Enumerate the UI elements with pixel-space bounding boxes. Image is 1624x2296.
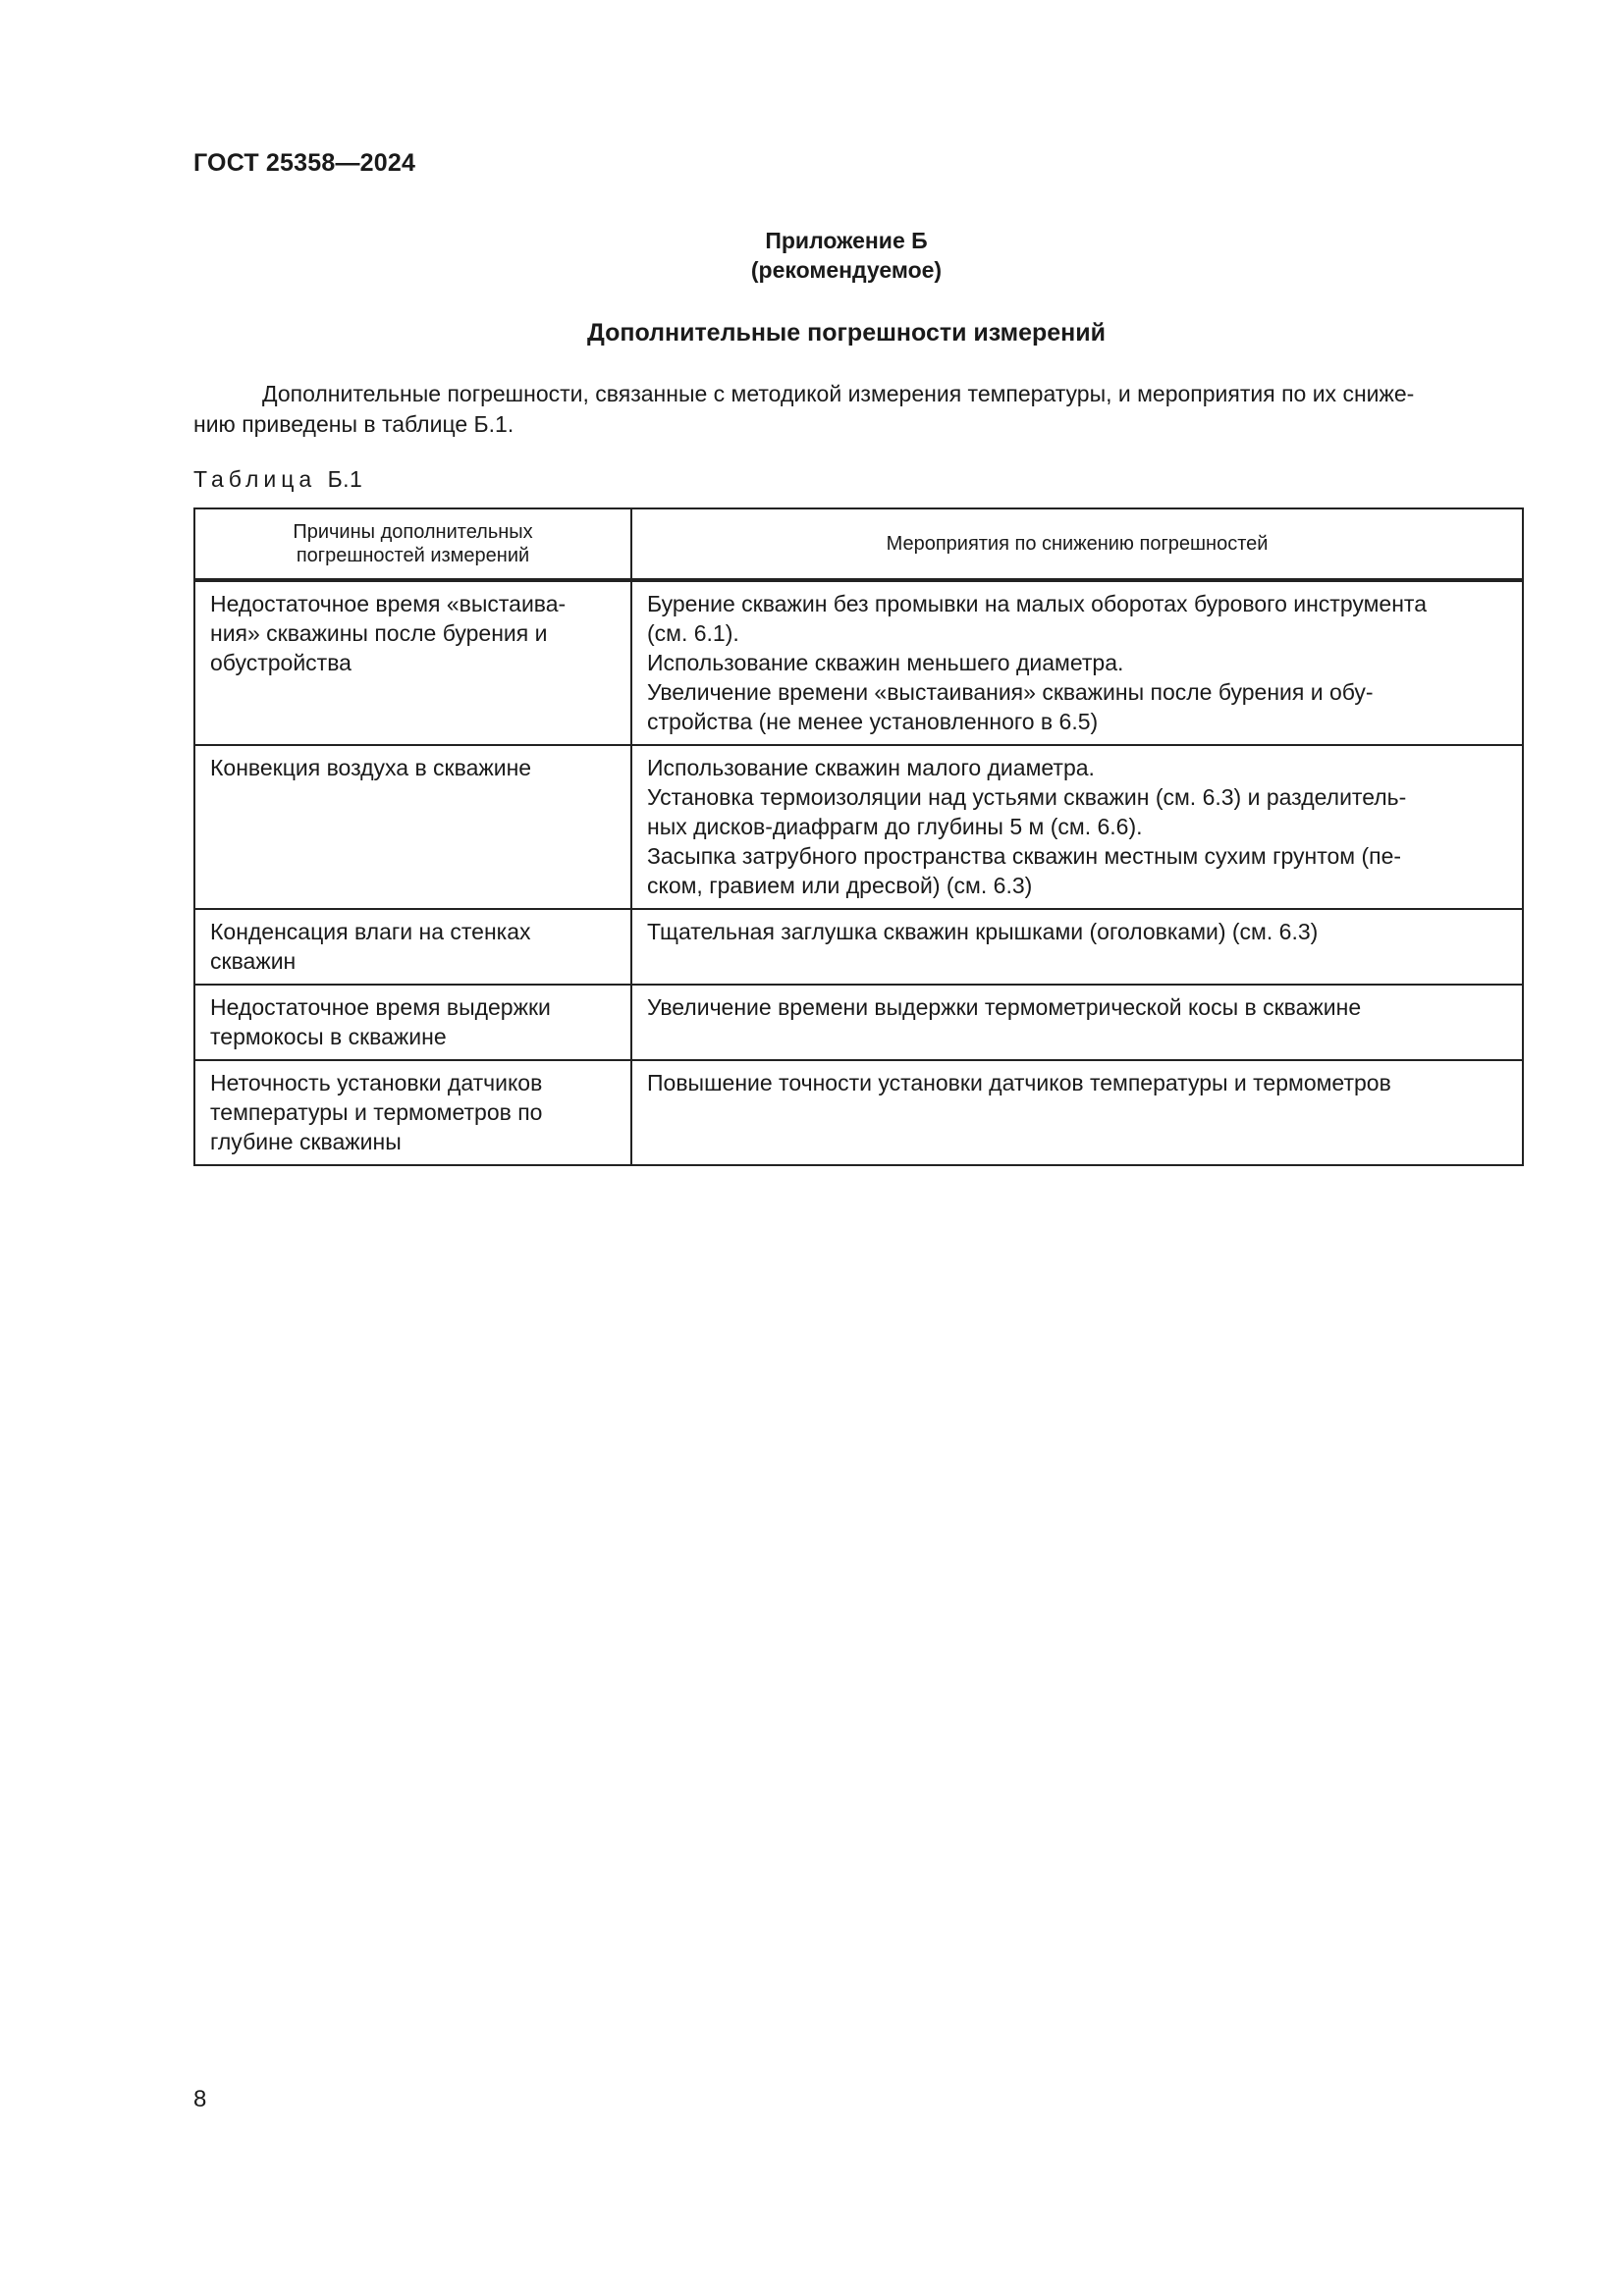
- measures-line: Засыпка затрубного пространства скважин местным сухим грунтом (пе-: [647, 843, 1402, 869]
- header-causes-line: Причины дополнительных: [293, 521, 533, 543]
- document-code: ГОСТ 25358—2024: [193, 149, 416, 177]
- measures-line: (см. 6.1).: [647, 620, 739, 646]
- appendix-title: Приложение Б: [765, 228, 928, 253]
- header-causes-line: погрешностей измерений: [296, 545, 530, 566]
- measures-line: Использование скважин малого диаметра.: [647, 755, 1095, 780]
- cause-line: глубине скважины: [210, 1129, 402, 1154]
- measures-line: Бурение скважин без промывки на малых оборотах бурового инструмента: [647, 591, 1427, 616]
- measures-line: Увеличение времени выдержки термометрической косы в скважине: [647, 994, 1362, 1020]
- table-caption-number: Б.1: [327, 466, 363, 492]
- cause-line: ния» скважины после бурения и: [210, 620, 548, 646]
- measures-line: стройства (не менее установленного в 6.5): [647, 709, 1099, 734]
- cause-cell: [194, 580, 631, 745]
- table-row: [194, 985, 1523, 1060]
- table-row: [194, 909, 1523, 985]
- cause-cell: [194, 985, 631, 1060]
- cause-line: скважин: [210, 948, 297, 974]
- measures-line: Использование скважин меньшего диаметра.: [647, 650, 1124, 675]
- cause-line: Недостаточное время выдержки: [210, 994, 551, 1020]
- measures-cell: [631, 580, 1523, 745]
- section-title: Дополнительные погрешности измерений: [586, 319, 1107, 347]
- appendix-heading: [0, 226, 1624, 285]
- measures-line: Повышение точности установки датчиков температуры и термометров: [647, 1070, 1391, 1095]
- cause-line: Неточность установки датчиков: [210, 1070, 543, 1095]
- intro-paragraph: [193, 379, 1519, 440]
- measures-line: Увеличение времени «выстаивания» скважины после бурения и обу-: [647, 679, 1374, 705]
- cause-cell: [194, 745, 631, 909]
- header-causes: [194, 508, 631, 580]
- cause-line: термокосы в скважине: [210, 1024, 447, 1049]
- cause-line: Конденсация влаги на стенках: [210, 919, 531, 944]
- table-caption: [193, 466, 362, 493]
- appendix-status: (рекомендуемое): [750, 257, 943, 283]
- measures-line: Тщательная заглушка скважин крышками (оголовками) (см. 6.3): [647, 919, 1319, 944]
- table-caption-label: Таблица: [193, 466, 317, 492]
- measures-cell: [631, 1060, 1523, 1165]
- table-row: [194, 745, 1523, 909]
- page-number: 8: [193, 2086, 207, 2112]
- cause-line: температуры и термометров по: [210, 1099, 543, 1125]
- header-measures: [631, 508, 1523, 580]
- table-row: [194, 1060, 1523, 1165]
- cause-line: обустройства: [210, 650, 352, 675]
- table-header-row: [194, 508, 1523, 580]
- measures-cell: [631, 985, 1523, 1060]
- cause-cell: [194, 1060, 631, 1165]
- measures-cell: [631, 745, 1523, 909]
- measurement-errors-table: [193, 507, 1524, 1166]
- measures-line: ском, гравием или дресвой) (см. 6.3): [647, 873, 1033, 898]
- measures-cell: [631, 909, 1523, 985]
- cause-line: Конвекция воздуха в скважине: [210, 755, 532, 780]
- cause-cell: [194, 909, 631, 985]
- intro-line-1: Дополнительные погрешности, связанные с методикой измерения температуры, и мероприятия по их сниже-: [262, 381, 1415, 406]
- header-measures-line: Мероприятия по снижению погрешностей: [886, 533, 1269, 555]
- intro-line-2: нию приведены в таблице Б.1.: [193, 411, 514, 437]
- table-row: [194, 580, 1523, 745]
- measures-line: Установка термоизоляции над устьями скважин (см. 6.3) и разделитель-: [647, 784, 1407, 810]
- measures-line: ных дисков-диафрагм до глубины 5 м (см. 6.6).: [647, 814, 1143, 839]
- cause-line: Недостаточное время «выстаива-: [210, 591, 567, 616]
